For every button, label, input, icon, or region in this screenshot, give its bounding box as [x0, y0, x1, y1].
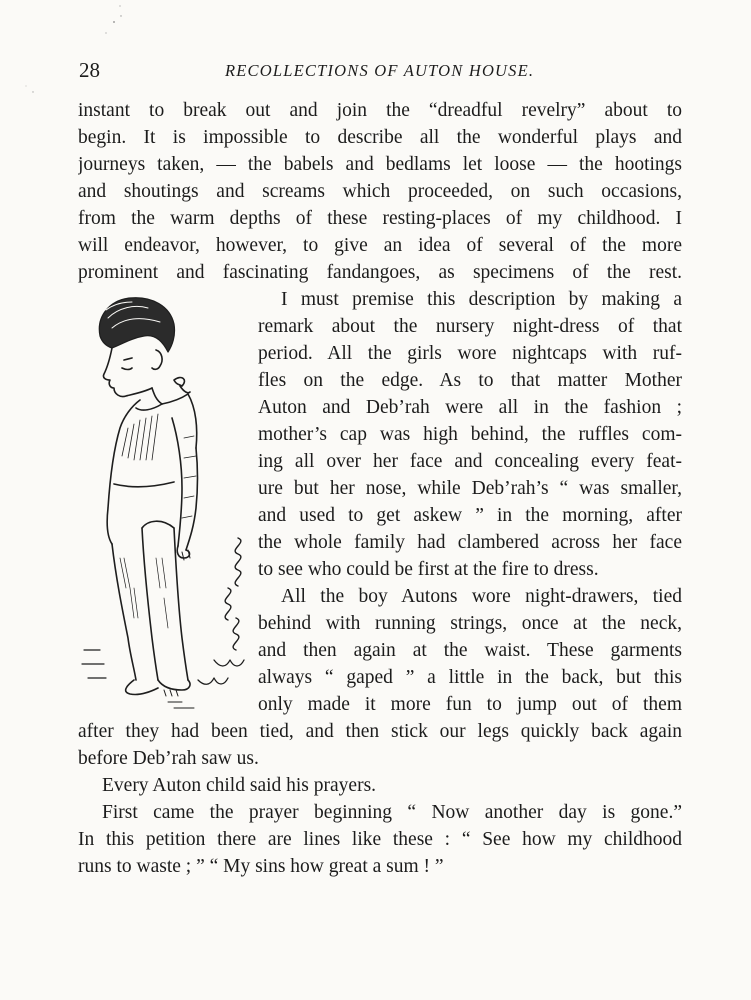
text-line: ing all over her face and concealing every feat-: [258, 451, 682, 472]
text-line: and then again at the waist. These garments: [258, 640, 682, 661]
text-line: begin. It is impossible to describe all the wonderful plays and: [78, 127, 682, 148]
text-line: the whole family had clambered across her face: [258, 532, 682, 553]
text-line: after they had been tied, and then stick our legs quickly back again: [78, 721, 682, 742]
page-header: [79, 58, 681, 88]
text-line: All the boy Autons wore night-drawers, tied: [281, 586, 682, 607]
text-line: runs to waste ; ” “ My sins how great a sum ! ”: [78, 856, 444, 877]
text-line: and shoutings and screams which proceeded, on such occasions,: [78, 181, 682, 202]
text-line: and used to get askew ” in the morning, after: [258, 505, 682, 526]
text-line: journeys taken, — the babels and bedlams let loose — the hootings: [78, 154, 682, 175]
text-line: will endeavor, however, to give an idea of several of the more: [78, 235, 682, 256]
text-line: remark about the nursery night-dress of that: [258, 316, 682, 337]
text-line: instant to break out and join the “dreadful revelry” about to: [78, 100, 682, 121]
text-line: prominent and fascinating fandangoes, as specimens of the rest.: [78, 262, 682, 283]
text-line: from the warm depths of these resting-places of my childhood. I: [78, 208, 682, 229]
boy-in-nightdress-illustration: [78, 288, 258, 718]
page-number: 28: [79, 58, 100, 82]
text-line: before Deb’rah saw us.: [78, 748, 259, 769]
text-line: Auton and Deb’rah were all in the fashion ;: [258, 397, 682, 418]
text-line: to see who could be first at the fire to dress.: [258, 559, 599, 580]
text-line: Every Auton child said his prayers.: [102, 775, 377, 796]
text-line: only made it more fun to jump out of them: [258, 694, 682, 715]
text-line: always “ gaped ” a little in the back, but this: [258, 667, 682, 688]
text-line: period. All the girls wore nightcaps with ruf-: [258, 343, 682, 364]
text-line: I must premise this description by making a: [281, 289, 682, 310]
text-line: behind with running strings, once at the neck,: [258, 613, 682, 634]
text-line: ure but her nose, while Deb’rah’s “ was smaller,: [258, 478, 682, 499]
text-line: First came the prayer beginning “ Now another day is gone.”: [102, 802, 682, 823]
text-line: In this petition there are lines like these : “ See how my childhood: [78, 829, 682, 850]
text-line: fles on the edge. As to that matter Mother: [258, 370, 682, 391]
running-head: RECOLLECTIONS OF AUTON HOUSE.: [225, 61, 535, 80]
text-line: mother’s cap was high behind, the ruffles com-: [258, 424, 682, 445]
